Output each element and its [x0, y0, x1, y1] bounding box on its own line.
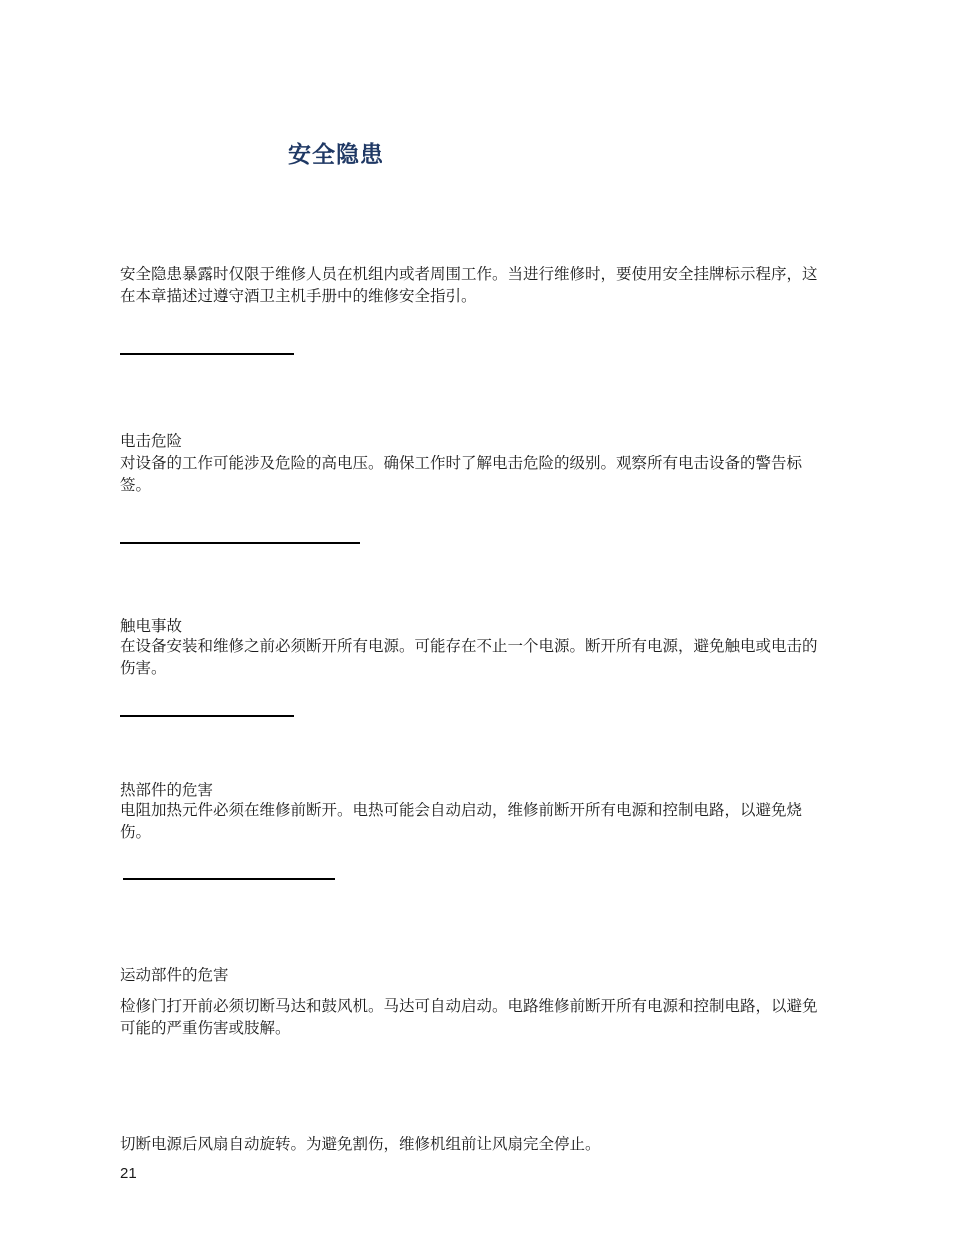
intro-paragraph: 安全隐患暴露时仅限于维修人员在机组内或者周围工作。当进行维修时，要使用安全挂牌标示程序，这在本章描述过遵守酒卫主机手册中的维修安全指引。	[120, 265, 818, 305]
section-body-moving-parts: 检修门打开前必须切断马达和鼓风机。马达可自动启动。电路维修前断开所有电源和控制电路，以避免可能的严重伤害或肢解。	[120, 997, 818, 1037]
fan-warning-note: 切断电源后风扇自动旋转。为避免割伤，维修机组前让风扇完全停止。	[120, 1135, 601, 1153]
section-heading-electrocution: 触电事故	[120, 617, 183, 635]
section-heading-hot-parts: 热部件的危害	[120, 781, 214, 799]
section-heading-moving-parts: 运动部件的危害	[120, 966, 229, 984]
divider-4	[123, 878, 335, 880]
section-heading-electric-shock: 电击危险	[120, 432, 183, 450]
divider-1	[120, 353, 294, 355]
divider-3	[120, 715, 294, 717]
page-number: 21	[120, 1165, 137, 1182]
section-body-electrocution: 在设备安装和维修之前必须断开所有电源。可能存在不止一个电源。断开所有电源，避免触电或电击的伤害。	[120, 637, 818, 677]
page-title: 安全隐患	[288, 142, 384, 168]
section-body-electric-shock: 对设备的工作可能涉及危险的高电压。确保工作时了解电击危险的级别。观察所有电击设备的警告标签。	[120, 454, 803, 494]
divider-2	[120, 542, 360, 544]
section-body-hot-parts: 电阻加热元件必须在维修前断开。电热可能会自动启动，维修前断开所有电源和控制电路，以避免烧伤。	[120, 801, 803, 841]
